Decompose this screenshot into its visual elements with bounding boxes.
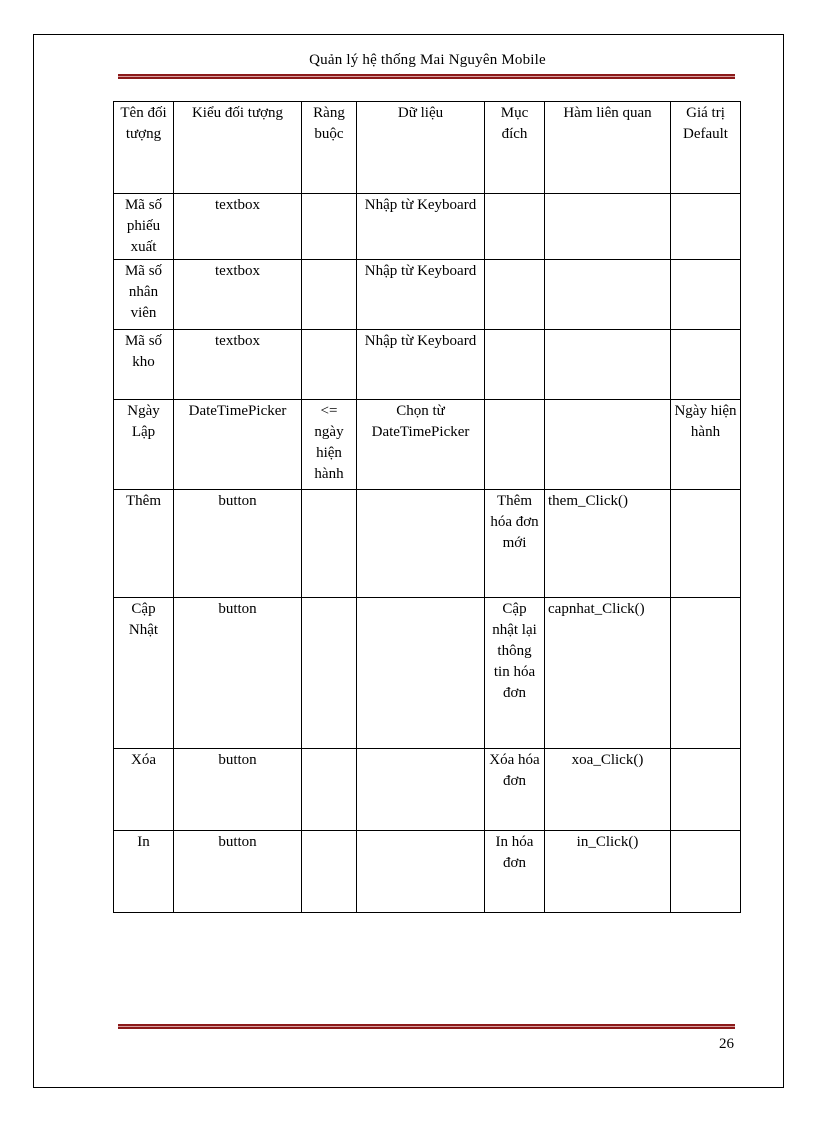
cell-data bbox=[357, 598, 485, 749]
cell-type: button bbox=[174, 598, 302, 749]
cell-data: Nhập từ Keyboard bbox=[357, 194, 485, 260]
cell-function: them_Click() bbox=[545, 490, 671, 598]
cell-name: Ngày Lập bbox=[114, 400, 174, 490]
cell-purpose: Cập nhật lại thông tin hóa đơn bbox=[485, 598, 545, 749]
cell-name: Mã số kho bbox=[114, 330, 174, 400]
cell-purpose: Thêm hóa đơn mới bbox=[485, 490, 545, 598]
table-row bbox=[114, 490, 741, 598]
cell-type: button bbox=[174, 831, 302, 913]
footer-rule bbox=[118, 1024, 735, 1029]
column-header: Tên đối tượng bbox=[114, 102, 174, 194]
cell-default bbox=[671, 749, 741, 831]
table-row bbox=[114, 194, 741, 260]
cell-constraint bbox=[302, 749, 357, 831]
cell-data: Nhập từ Keyboard bbox=[357, 330, 485, 400]
cell-constraint bbox=[302, 490, 357, 598]
table-header-row bbox=[114, 102, 741, 194]
cell-default bbox=[671, 260, 741, 330]
cell-default bbox=[671, 330, 741, 400]
column-header: Dữ liệu bbox=[357, 102, 485, 194]
cell-purpose bbox=[485, 400, 545, 490]
cell-default bbox=[671, 598, 741, 749]
cell-purpose: Xóa hóa đơn bbox=[485, 749, 545, 831]
table-row bbox=[114, 749, 741, 831]
cell-constraint bbox=[302, 831, 357, 913]
cell-data bbox=[357, 749, 485, 831]
cell-type: button bbox=[174, 490, 302, 598]
cell-constraint bbox=[302, 260, 357, 330]
cell-function: xoa_Click() bbox=[545, 749, 671, 831]
cell-type: textbox bbox=[174, 330, 302, 400]
table-row bbox=[114, 400, 741, 490]
cell-function: capnhat_Click() bbox=[545, 598, 671, 749]
cell-name: In bbox=[114, 831, 174, 913]
table-row bbox=[114, 598, 741, 749]
cell-purpose: In hóa đơn bbox=[485, 831, 545, 913]
cell-data bbox=[357, 831, 485, 913]
cell-constraint bbox=[302, 330, 357, 400]
column-header: Mục đích bbox=[485, 102, 545, 194]
cell-constraint bbox=[302, 598, 357, 749]
cell-data: Chọn từ DateTimePicker bbox=[357, 400, 485, 490]
cell-default bbox=[671, 490, 741, 598]
cell-purpose bbox=[485, 260, 545, 330]
column-header: Giá trị Default bbox=[671, 102, 741, 194]
column-header: Kiểu đối tượng bbox=[174, 102, 302, 194]
cell-data bbox=[357, 490, 485, 598]
cell-default bbox=[671, 194, 741, 260]
cell-default bbox=[671, 831, 741, 913]
column-header: Ràng buộc bbox=[302, 102, 357, 194]
cell-constraint: <= ngày hiện hành bbox=[302, 400, 357, 490]
page-number: 26 bbox=[719, 1036, 734, 1052]
cell-type: textbox bbox=[174, 194, 302, 260]
table-row bbox=[114, 260, 741, 330]
cell-name: Cập Nhật bbox=[114, 598, 174, 749]
cell-function: in_Click() bbox=[545, 831, 671, 913]
cell-purpose bbox=[485, 330, 545, 400]
cell-function bbox=[545, 194, 671, 260]
cell-name: Xóa bbox=[114, 749, 174, 831]
table-row bbox=[114, 831, 741, 913]
header-rule bbox=[118, 74, 735, 79]
cell-name: Mã số nhân viên bbox=[114, 260, 174, 330]
cell-type: DateTimePicker bbox=[174, 400, 302, 490]
cell-constraint bbox=[302, 194, 357, 260]
cell-name: Thêm bbox=[114, 490, 174, 598]
table-row bbox=[114, 330, 741, 400]
cell-function bbox=[545, 260, 671, 330]
cell-name: Mã số phiếu xuất bbox=[114, 194, 174, 260]
cell-function bbox=[545, 330, 671, 400]
column-header: Hàm liên quan bbox=[545, 102, 671, 194]
cell-default: Ngày hiện hành bbox=[671, 400, 741, 490]
cell-type: textbox bbox=[174, 260, 302, 330]
page-header-title: Quản lý hệ thống Mai Nguyên Mobile bbox=[309, 52, 546, 68]
cell-function bbox=[545, 400, 671, 490]
cell-purpose bbox=[485, 194, 545, 260]
object-spec-table bbox=[113, 101, 741, 913]
cell-type: button bbox=[174, 749, 302, 831]
cell-data: Nhập từ Keyboard bbox=[357, 260, 485, 330]
